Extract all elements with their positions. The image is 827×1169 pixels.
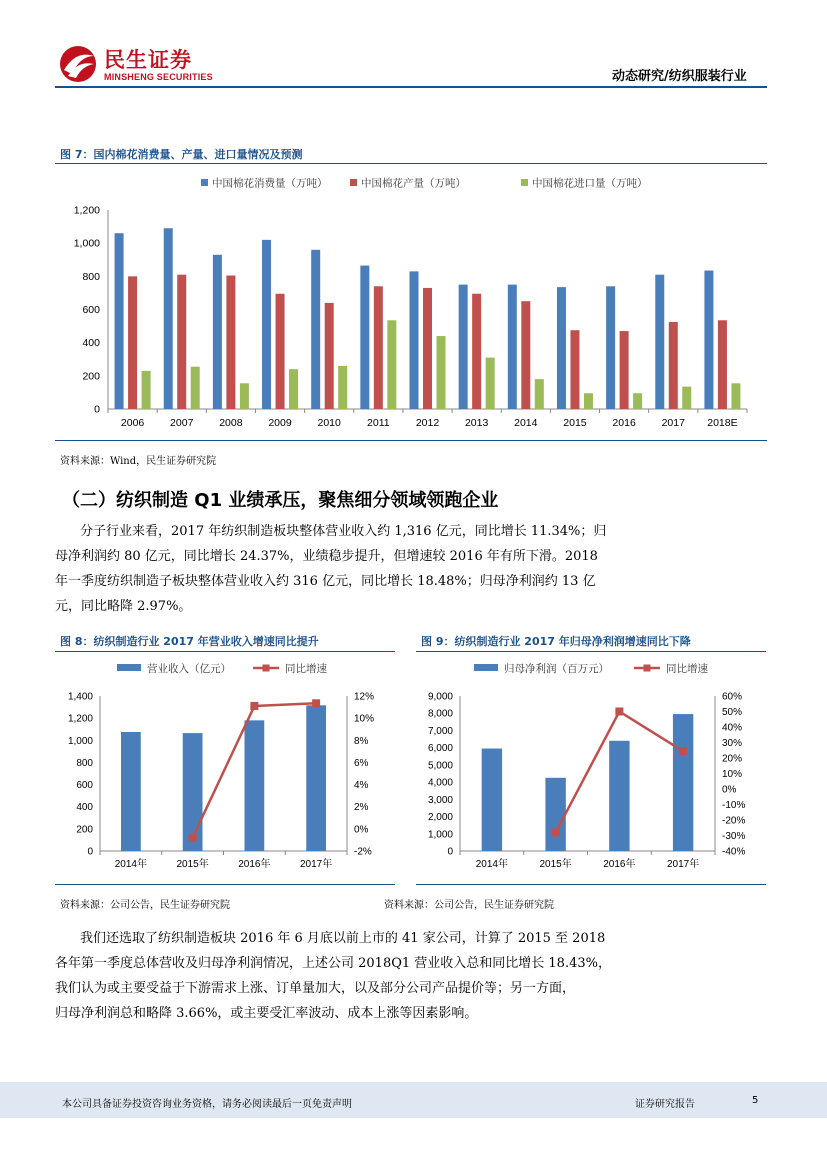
x-tick-label: 2017 — [661, 417, 685, 429]
x-tick-label: 2018E — [707, 417, 738, 429]
y-right-tick-label: -30% — [722, 831, 746, 842]
figure9-top-rule — [416, 651, 766, 652]
bar — [226, 276, 235, 409]
bar — [128, 276, 137, 409]
figure8-title: 图 8：纺织制造行业 2017 年营业收入增速同比提升 — [60, 635, 319, 648]
y-left-tick-label: 8,000 — [427, 708, 453, 720]
x-tick-label: 2007 — [170, 417, 194, 429]
bar — [535, 379, 544, 409]
section-para-line-2: 母净利润约 80 亿元，同比增长 24.37%，业绩稳步提升，但增速较 2016 年有所下滑。2018 — [55, 549, 598, 564]
bar — [306, 705, 326, 851]
growth-point — [189, 834, 197, 842]
legend-swatch — [117, 664, 141, 671]
bar — [374, 286, 383, 409]
legend-swatch — [474, 664, 498, 671]
x-tick-label: 2014年 — [475, 859, 508, 870]
bar — [472, 294, 481, 409]
x-tick-label: 2016年 — [238, 859, 271, 870]
bar — [423, 288, 432, 409]
footer-label: 证券研究报告 — [635, 1099, 695, 1110]
y-left-tick-label: 0 — [447, 846, 453, 858]
bar — [311, 250, 320, 409]
y-left-tick-label: 800 — [76, 757, 93, 769]
logo-en: MINSHENG SECURITIES — [104, 72, 213, 82]
bar — [244, 720, 264, 851]
bar — [289, 369, 298, 409]
bar — [508, 285, 517, 409]
y-left-tick-label: 5,000 — [427, 760, 453, 772]
y-right-tick-label: -20% — [722, 815, 746, 827]
y-right-tick-label: 30% — [722, 738, 743, 749]
figure8-bottom-rule — [55, 884, 395, 885]
para2-line-1: 我们还选取了纺织制造板块 2016 年 6 月底以前上市的 41 家公司，计算了 2015 至 2018 — [80, 931, 606, 946]
y-tick-label: 200 — [82, 370, 100, 383]
x-tick-label: 2016年 — [603, 859, 636, 870]
y-right-tick-label: 60% — [722, 691, 743, 703]
y-right-tick-label: 40% — [722, 722, 743, 734]
page-number: 5 — [752, 1095, 759, 1106]
bar — [584, 393, 593, 409]
bar — [115, 233, 124, 409]
y-left-tick-label: 3,000 — [427, 794, 453, 806]
growth-point — [312, 699, 320, 707]
y-right-tick-label: 10% — [722, 769, 743, 780]
figure7-title: 图 7：国内棉花消费量、产量、进口量情况及预测 — [60, 148, 303, 161]
bar — [164, 228, 173, 409]
y-left-tick-label: 6,000 — [427, 743, 453, 755]
x-tick-label: 2009 — [268, 417, 292, 429]
x-tick-label: 2011 — [367, 417, 390, 429]
section-para-line-3: 年一季度纺织制造子板块整体营业收入约 316 亿元，同比增长 18.48%；归母净利润约 13 亿 — [55, 574, 596, 589]
x-tick-label: 2008 — [219, 417, 243, 429]
bar — [731, 383, 740, 409]
y-right-tick-label: 0% — [354, 824, 369, 836]
x-tick-label: 2006 — [120, 417, 145, 429]
bar — [183, 733, 203, 851]
y-right-tick-label: -40% — [722, 846, 746, 858]
y-left-tick-label: 1,400 — [67, 691, 93, 703]
legend-label: 中国棉花消费量（万吨） — [212, 177, 328, 190]
growth-point — [552, 828, 560, 836]
y-left-tick-label: 2,000 — [427, 812, 453, 824]
y-left-tick-label: 600 — [76, 780, 93, 792]
y-left-tick-label: 200 — [76, 824, 93, 836]
bar — [655, 275, 664, 409]
x-tick-label: 2013 — [464, 417, 489, 429]
bar — [570, 330, 579, 409]
bar — [620, 331, 629, 409]
y-right-tick-label: 2% — [354, 802, 369, 814]
y-right-tick-label: -2% — [354, 846, 372, 858]
chart-cotton — [55, 166, 767, 436]
footer-disclaimer: 本公司具备证券投资咨询业务资格，请务必阅读最后一页免责声明 — [62, 1099, 352, 1110]
y-right-tick-label: 20% — [722, 753, 743, 765]
bar — [486, 358, 495, 409]
y-right-tick-label: 8% — [354, 735, 369, 747]
bar — [410, 271, 419, 409]
legend-label: 同比增速 — [666, 663, 708, 675]
minsheng-logo-icon — [58, 44, 100, 84]
x-tick-label: 2014 — [514, 417, 538, 429]
y-right-tick-label: 4% — [354, 780, 369, 792]
bar — [240, 383, 249, 409]
chart-net-profit — [416, 654, 766, 880]
bar — [213, 255, 222, 409]
y-left-tick-label: 0 — [87, 846, 93, 858]
growth-point — [250, 702, 258, 710]
bar — [545, 778, 565, 851]
bar — [482, 749, 502, 851]
legend-swatch — [201, 179, 208, 186]
section-para-line-4: 元，同比略降 2.97%。 — [55, 599, 192, 614]
bar — [682, 387, 691, 409]
x-tick-label: 2015 — [563, 417, 587, 429]
figure9-bottom-rule — [416, 884, 766, 885]
bar — [521, 301, 530, 409]
y-tick-label: 1,200 — [73, 204, 100, 217]
y-right-tick-label: 0% — [722, 784, 737, 796]
y-tick-label: 400 — [82, 337, 100, 350]
bar — [177, 275, 186, 409]
section-para-line-1: 分子行业来看，2017 年纺织制造板块整体营业收入约 1,316 亿元，同比增长 11.34%；归 — [80, 524, 607, 539]
figure8-source: 资料来源：公司公告，民生证券研究院 — [60, 900, 230, 911]
bar — [437, 336, 446, 409]
y-tick-label: 1,000 — [73, 237, 100, 250]
legend-swatch — [350, 179, 357, 186]
report-type: 动态研究/纺织服装行业 — [612, 69, 747, 84]
legend-label: 中国棉花进口量（万吨） — [532, 177, 648, 190]
figure9-source: 资料来源：公司公告，民生证券研究院 — [384, 900, 554, 911]
y-left-tick-label: 4,000 — [427, 777, 453, 789]
y-left-tick-label: 9,000 — [427, 691, 453, 703]
x-tick-label: 2012 — [415, 417, 440, 429]
header-divider — [55, 86, 767, 88]
bar — [673, 714, 693, 851]
figure8-top-rule — [55, 651, 395, 652]
x-tick-label: 2016 — [612, 417, 636, 429]
figure7-top-rule — [55, 163, 767, 164]
figure7-source: 资料来源：Wind，民生证券研究院 — [60, 456, 217, 467]
bar — [262, 240, 271, 409]
x-tick-label: 2010 — [317, 417, 341, 429]
y-right-tick-label: 12% — [354, 691, 375, 703]
y-left-tick-label: 1,000 — [427, 829, 453, 841]
legend-label: 归母净利润（百万元） — [504, 663, 609, 675]
legend-marker — [263, 665, 270, 672]
figure9-title: 图 9：纺织制造行业 2017 年归母净利润增速同比下降 — [421, 635, 691, 648]
bar — [142, 371, 151, 409]
bar — [191, 367, 200, 409]
bar — [557, 287, 566, 409]
bar — [360, 266, 369, 409]
bar — [325, 303, 334, 409]
y-left-tick-label: 1,200 — [67, 713, 93, 725]
bar — [338, 366, 347, 409]
bar — [669, 322, 678, 409]
legend-marker — [644, 665, 651, 672]
legend-label: 中国棉花产量（万吨） — [361, 177, 466, 190]
y-right-tick-label: 10% — [354, 713, 375, 725]
y-left-tick-label: 1,000 — [67, 735, 93, 747]
section-title: （二）纺织制造 Q1 业绩承压，聚焦细分领域领跑企业 — [62, 490, 499, 511]
bar — [121, 732, 141, 851]
para2-line-2: 各年第一季度总体营收及归母净利润情况，上述公司 2018Q1 营业收入总和同比增长 18.43%， — [55, 956, 611, 971]
x-tick-label: 2017年 — [667, 859, 700, 870]
x-tick-label: 2015年 — [539, 859, 572, 870]
bar — [276, 294, 285, 409]
legend-swatch — [521, 179, 528, 186]
x-tick-label: 2014年 — [114, 859, 147, 870]
bar — [718, 320, 727, 409]
legend-label: 营业收入（亿元） — [147, 663, 231, 675]
y-tick-label: 800 — [82, 270, 100, 283]
y-right-tick-label: 50% — [722, 707, 743, 718]
para2-line-3: 我们认为或主要受益于下游需求上涨、订单量加大，以及部分公司产品提价等；另一方面， — [55, 981, 576, 996]
y-left-tick-label: 7,000 — [427, 725, 453, 737]
bar — [387, 320, 396, 409]
figure7-bottom-rule — [55, 440, 767, 441]
legend-label: 同比增速 — [285, 663, 327, 675]
growth-point — [679, 747, 687, 755]
y-tick-label: 600 — [82, 304, 100, 316]
y-left-tick-label: 400 — [76, 802, 93, 814]
x-tick-label: 2015年 — [176, 859, 209, 870]
logo-cn: 民生证券 — [104, 48, 192, 72]
bar — [704, 271, 713, 409]
para2-line-4: 归母净利润总和略降 3.66%，或主要受汇率波动、成本上涨等因素影响。 — [55, 1006, 478, 1021]
bar — [459, 285, 468, 409]
growth-point — [615, 708, 623, 716]
y-right-tick-label: -10% — [722, 800, 746, 811]
bar — [606, 286, 615, 409]
y-tick-label: 0 — [94, 403, 100, 416]
x-tick-label: 2017年 — [300, 859, 333, 870]
bar — [609, 741, 629, 851]
bar — [633, 393, 642, 409]
y-right-tick-label: 6% — [354, 757, 369, 769]
chart-revenue — [55, 654, 395, 880]
